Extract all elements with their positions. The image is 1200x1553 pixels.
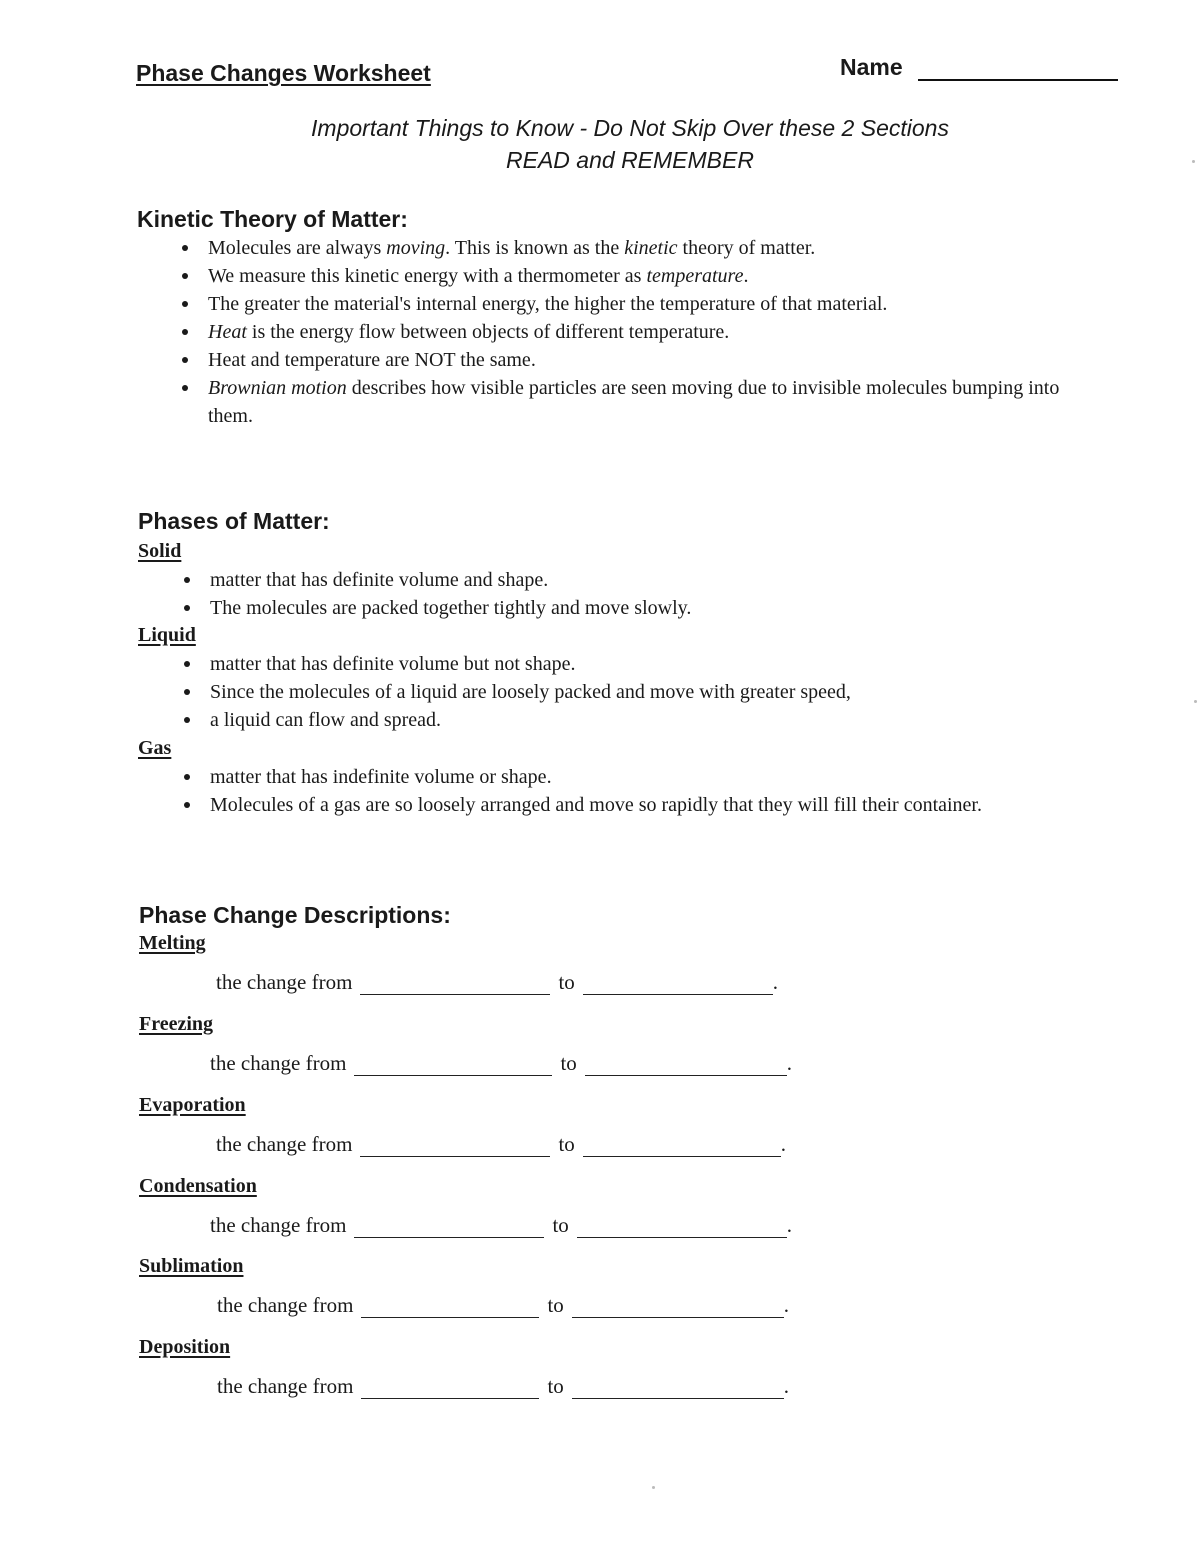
to-text: to [547, 1293, 564, 1317]
scan-speck [1192, 160, 1195, 163]
list-item: Heat is the energy flow between objects of different temperature. [208, 318, 1108, 346]
deposition-fill-row [217, 1374, 789, 1399]
period: . [780, 1132, 787, 1156]
to-blank[interactable] [583, 1136, 781, 1157]
name-field[interactable] [840, 54, 1120, 84]
from-blank[interactable] [354, 1055, 552, 1076]
to-text: to [552, 1213, 569, 1237]
from-blank[interactable] [360, 974, 550, 995]
gas-list [210, 763, 1150, 819]
evaporation-label: Evaporation [139, 1094, 246, 1116]
list-item: Since the molecules of a liquid are loosely packed and move with greater speed, [210, 678, 1110, 706]
change-from-text: the change from [216, 1132, 353, 1156]
bullet-icon [184, 689, 190, 695]
to-text: to [558, 1132, 575, 1156]
bullet-icon [184, 661, 190, 667]
to-blank[interactable] [577, 1217, 787, 1238]
list-item: Heat and temperature are NOT the same. [208, 346, 1108, 374]
liquid-label: Liquid [138, 624, 196, 646]
list-item: We measure this kinetic energy with a thermometer as temperature. [208, 262, 1108, 290]
bullet-icon [184, 802, 190, 808]
condensation-fill-row [210, 1213, 792, 1238]
from-blank[interactable] [360, 1136, 550, 1157]
to-blank[interactable] [583, 974, 773, 995]
melting-fill-row [216, 970, 778, 995]
subtitle [230, 112, 1030, 176]
bullet-icon [182, 329, 188, 335]
bullet-icon [182, 385, 188, 391]
list-item: matter that has indefinite volume or shape. [210, 763, 1150, 791]
to-text: to [560, 1051, 577, 1075]
list-item: The greater the material's internal energy, the higher the temperature of that material. [208, 290, 1108, 318]
sublimation-label: Sublimation [139, 1255, 244, 1277]
freezing-fill-row [210, 1051, 792, 1076]
name-label: Name [840, 54, 903, 80]
deposition-label: Deposition [139, 1336, 231, 1358]
scan-speck [652, 1486, 655, 1489]
descriptions-heading: Phase Change Descriptions: [139, 902, 451, 928]
to-text: to [547, 1374, 564, 1398]
period: . [772, 970, 779, 994]
solid-label: Solid [138, 540, 182, 562]
solid-list [210, 566, 1110, 622]
change-from-text: the change from [210, 1213, 347, 1237]
bullet-icon [182, 273, 188, 279]
from-blank[interactable] [354, 1217, 544, 1238]
period: . [786, 1213, 793, 1237]
subtitle-line-1: Important Things to Know - Do Not Skip Over these 2 Sections [311, 115, 949, 141]
bullet-icon [184, 774, 190, 780]
list-item: The molecules are packed together tightly and move slowly. [210, 594, 1110, 622]
to-text: to [558, 970, 575, 994]
from-blank[interactable] [361, 1297, 539, 1318]
kinetic-list [208, 234, 1108, 430]
period: . [783, 1293, 790, 1317]
list-item: matter that has definite volume and shape. [210, 566, 1110, 594]
liquid-list [210, 650, 1110, 734]
change-from-text: the change from [217, 1374, 354, 1398]
list-item: Brownian motion describes how visible particles are seen moving due to invisible molecules bumping into them. [208, 374, 1088, 430]
period: . [786, 1051, 793, 1075]
change-from-text: the change from [210, 1051, 347, 1075]
phases-heading: Phases of Matter: [138, 508, 330, 534]
bullet-icon [182, 301, 188, 307]
bullet-icon [182, 357, 188, 363]
from-blank[interactable] [361, 1378, 539, 1399]
gas-label: Gas [138, 737, 172, 759]
subtitle-line-2: READ and REMEMBER [506, 147, 754, 173]
freezing-label: Freezing [139, 1013, 214, 1035]
change-from-text: the change from [217, 1293, 354, 1317]
to-blank[interactable] [585, 1055, 787, 1076]
bullet-icon [182, 245, 188, 251]
kinetic-heading: Kinetic Theory of Matter: [137, 206, 408, 232]
to-blank[interactable] [572, 1378, 784, 1399]
change-from-text: the change from [216, 970, 353, 994]
to-blank[interactable] [572, 1297, 784, 1318]
list-item: a liquid can flow and spread. [210, 706, 1110, 734]
list-item: matter that has definite volume but not shape. [210, 650, 1110, 678]
bullet-icon [184, 577, 190, 583]
scan-speck [1194, 700, 1197, 703]
sublimation-fill-row [217, 1293, 789, 1318]
worksheet-title: Phase Changes Worksheet [136, 60, 431, 86]
melting-label: Melting [139, 932, 206, 954]
period: . [783, 1374, 790, 1398]
bullet-icon [184, 717, 190, 723]
name-blank-line[interactable] [918, 79, 1118, 81]
condensation-label: Condensation [139, 1175, 257, 1197]
list-item: Molecules are always moving. This is known as the kinetic theory of matter. [208, 234, 1108, 262]
bullet-icon [184, 605, 190, 611]
list-item: Molecules of a gas are so loosely arranged and move so rapidly that they will fill their container. [210, 791, 1150, 819]
evaporation-fill-row [216, 1132, 786, 1157]
